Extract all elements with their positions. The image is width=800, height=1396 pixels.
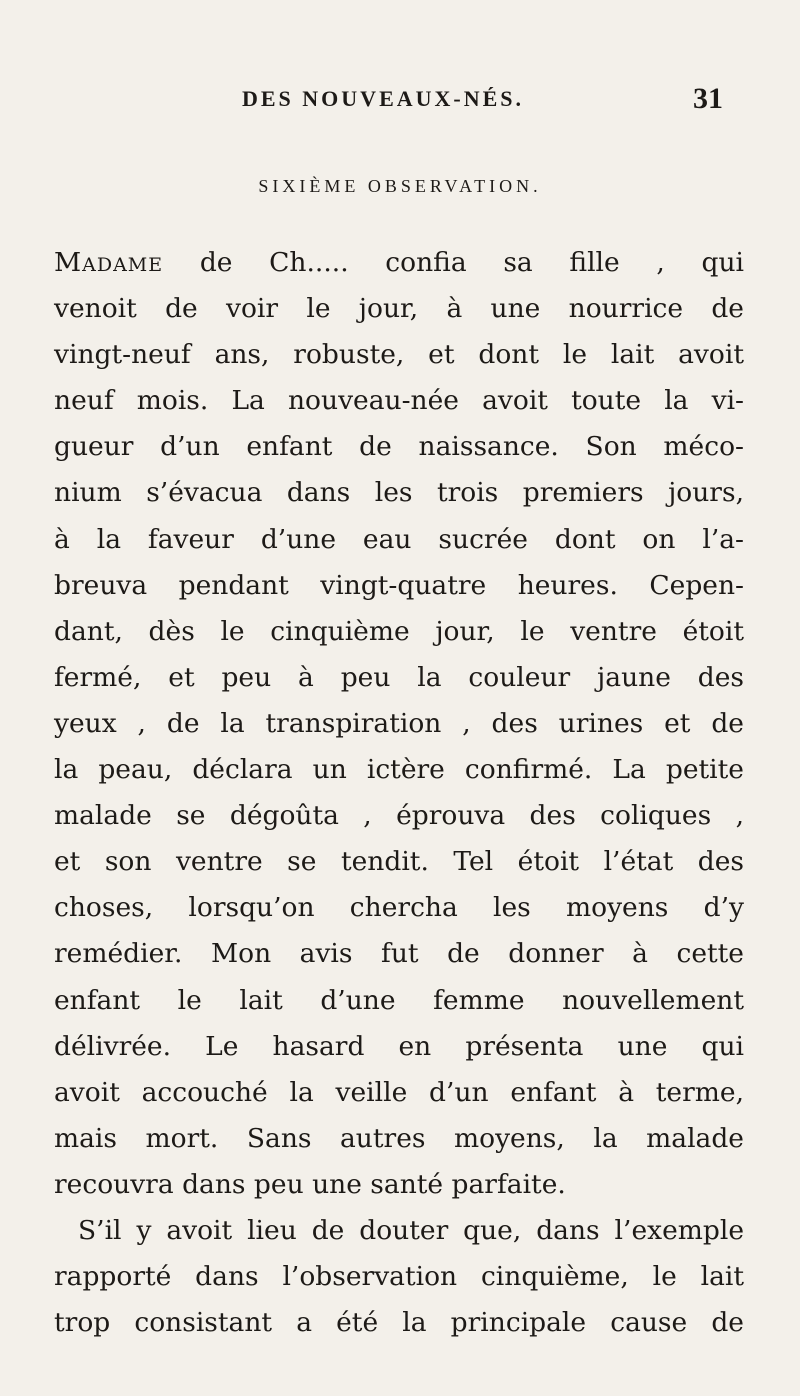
text-line: breuva pendant vingt-quatre heures. Cepen- (54, 569, 744, 601)
running-head (0, 82, 800, 120)
text-line: yeux , de la transpiration , des urines et de (54, 707, 744, 739)
opening-words: Madame (54, 247, 164, 278)
text-line: vingt-neuf ans, robuste, et dont le lait avoit (54, 339, 744, 371)
text-line: à la faveur d’une eau sucrée dont on l’a- (54, 523, 744, 555)
text-line: gueur d’un enfant de naissance. Son méco- (54, 431, 744, 463)
text-line: enfant le lait d’une femme nouvellement (54, 984, 744, 1016)
text-line (54, 240, 744, 286)
line-text: de Ch..... confia sa fille , qui (199, 247, 744, 278)
text-line: délivrée. Le hasard en présenta une qui (54, 1030, 744, 1062)
text-line: rapporté dans l’observation cinquième, le lait (54, 1261, 744, 1293)
text-line: nium s’évacua dans les trois premiers jours, (54, 477, 744, 509)
body-text (54, 240, 744, 1346)
page-number: 31 (693, 82, 723, 115)
text-line: S’il y avoit lieu de douter que, dans l’exemple (78, 1214, 744, 1246)
text-line: dant, dès le cinquième jour, le ventre étoit (54, 615, 744, 647)
text-line: et son ventre se tendit. Tel étoit l’état des (54, 846, 744, 878)
text-line: remédier. Mon avis fut de donner à cette (54, 938, 744, 970)
text-line: trop consistant a été la principale cause de (54, 1307, 744, 1339)
running-title: DES NOUVEAUX-NÉS. (242, 86, 525, 111)
text-line: choses, lorsqu’on chercha les moyens d’y (54, 892, 744, 924)
text-line: venoit de voir le jour, à une nourrice de (54, 293, 744, 325)
text-line: neuf mois. La nouveau-née avoit toute la vi- (54, 385, 744, 417)
text-line: recouvra dans peu une santé parfaite. (54, 1168, 566, 1200)
text-line: fermé, et peu à peu la couleur jaune des (54, 661, 744, 693)
text-line: avoit accouché la veille d’un enfant à terme, (54, 1076, 744, 1108)
text-line: la peau, déclara un ictère confirmé. La petite (54, 754, 744, 786)
section-heading: SIXIÈME OBSERVATION. (258, 176, 542, 196)
text-line: mais mort. Sans autres moyens, la malade (54, 1122, 744, 1154)
text-line: malade se dégoûta , éprouva des coliques , (54, 800, 744, 832)
